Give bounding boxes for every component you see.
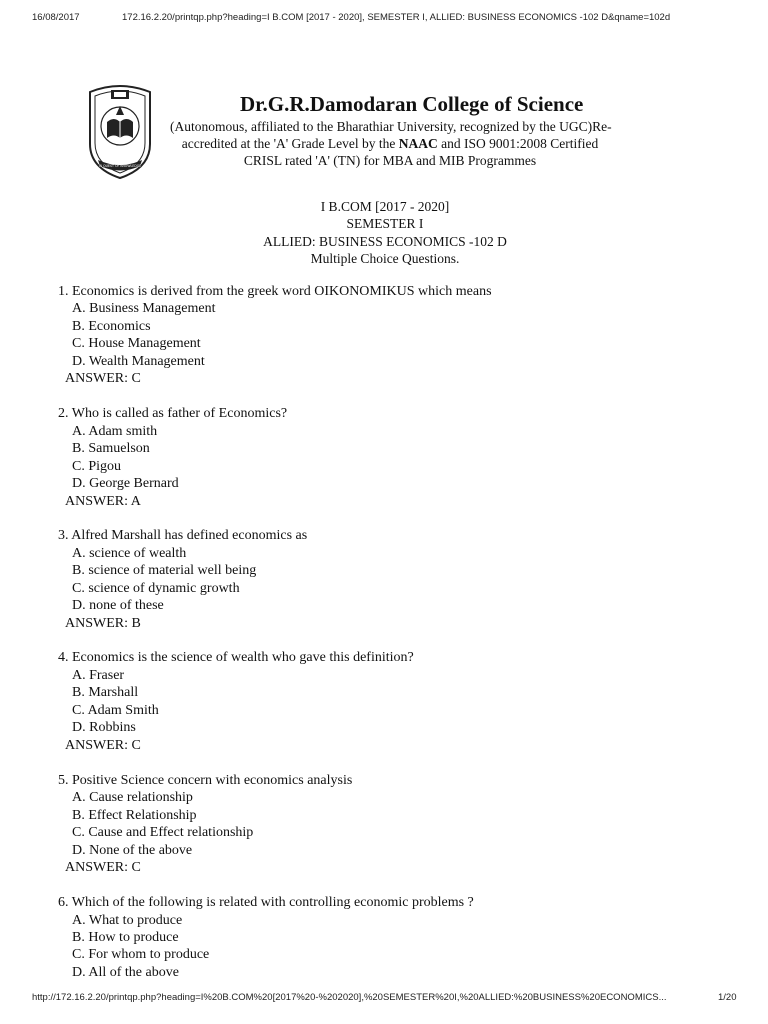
question-1-option-c: C. House Management [72, 336, 201, 351]
question-1-answer: ANSWER: C [65, 371, 141, 386]
question-6: 6. Which of the following is related with controlling economic problems ? [58, 895, 474, 910]
question-3-option-a: A. science of wealth [72, 546, 187, 561]
question-2-answer: ANSWER: A [65, 494, 141, 509]
question-4-option-d: D. Robbins [72, 720, 136, 735]
question-6-option-b: B. How to produce [72, 930, 179, 945]
question-3-option-c: C. science of dynamic growth [72, 581, 240, 596]
question-5-option-b: B. Effect Relationship [72, 808, 197, 823]
course-subject: ALLIED: BUSINESS ECONOMICS -102 D [263, 234, 507, 249]
affiliation-line-2 [170, 136, 610, 152]
question-2-option-c: C. Pigou [72, 459, 122, 474]
question-5-option-c: C. Cause and Effect relationship [72, 825, 254, 840]
affiliation-line-2-pre: accredited at the 'A' Grade Level by the [181, 136, 399, 151]
affiliation-line-3: CRISL rated 'A' (TN) for MBA and MIB Programmes [243, 153, 537, 168]
question-5-answer: ANSWER: C [65, 860, 141, 875]
question-1-option-d: D. Wealth Management [72, 354, 205, 369]
page-number: 1/20 [718, 992, 737, 1003]
print-header-url: 172.16.2.20/printqp.php?heading=I B.COM [2017 - 2020], SEMESTER I, ALLIED: BUSINESS ECONOMICS -102 D&qname=102d [122, 12, 671, 23]
course-title: I B.COM [2017 - 2020] [320, 199, 450, 214]
question-1-option-b: B. Economics [72, 319, 151, 334]
logo-motto: IN QUEST OF KNOWLEDGE [98, 164, 142, 168]
college-logo [84, 82, 156, 180]
question-4: 4. Economics is the science of wealth who gave this definition? [58, 650, 414, 665]
naac-label: NAAC [398, 136, 438, 151]
question-2-option-a: A. Adam smith [72, 424, 158, 439]
question-3-option-d: D. none of these [72, 598, 164, 613]
question-2-option-b: B. Samuelson [72, 441, 150, 456]
college-name: Dr.G.R.Damodaran College of Science [240, 92, 584, 116]
question-4-option-a: A. Fraser [72, 668, 125, 683]
course-type: Multiple Choice Questions. [310, 251, 460, 266]
question-6-option-c: C. For whom to produce [72, 947, 210, 962]
question-2-option-d: D. George Bernard [72, 476, 179, 491]
question-6-option-d: D. All of the above [72, 965, 179, 980]
question-4-option-c: C. Adam Smith [72, 703, 159, 718]
affiliation-line-2-post: and ISO 9001:2008 Certified [437, 136, 599, 151]
question-5: 5. Positive Science concern with economics analysis [58, 773, 353, 788]
print-footer-url: http://172.16.2.20/printqp.php?heading=I%20B.COM%20[2017%20-%202020],%20SEMESTER%20I,%20ALLIED:%20BUSINESS%20ECONOMICS... [32, 992, 667, 1003]
question-5-option-d: D. None of the above [72, 843, 193, 858]
question-1: 1. Economics is derived from the greek word OIKONOMIKUS which means [58, 284, 492, 299]
question-2: 2. Who is called as father of Economics? [58, 406, 288, 421]
question-3: 3. Alfred Marshall has defined economics as [58, 528, 308, 543]
question-4-option-b: B. Marshall [72, 685, 139, 700]
print-date: 16/08/2017 [32, 12, 80, 23]
course-semester: SEMESTER I [346, 216, 424, 231]
question-6-option-a: A. What to produce [72, 913, 183, 928]
question-4-answer: ANSWER: C [65, 738, 141, 753]
question-3-option-b: B. science of material well being [72, 563, 257, 578]
question-3-answer: ANSWER: B [65, 616, 141, 631]
question-5-option-a: A. Cause relationship [72, 790, 193, 805]
affiliation-line-1: (Autonomous, affiliated to the Bharathiar University, recognized by the UGC)Re- [170, 119, 612, 134]
question-1-option-a: A. Business Management [72, 301, 216, 316]
